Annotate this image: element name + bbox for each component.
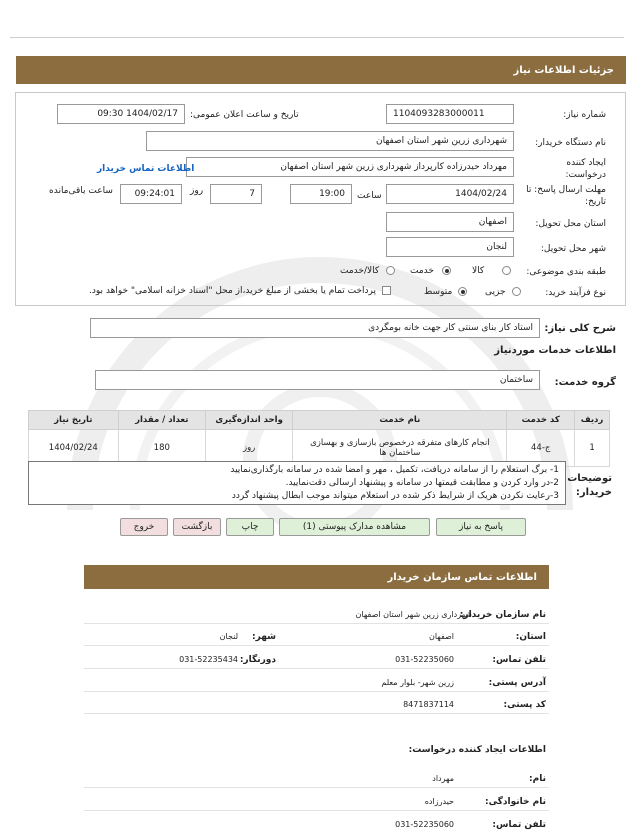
creator-phone-value: 031-52235060: [395, 820, 454, 829]
buyer-org-field: شهرداری زرین شهر استان اصفهان: [146, 131, 514, 151]
process-label: نوع فرآیند خرید:: [545, 288, 606, 298]
notes-label: توضیحات خریدار:: [567, 473, 612, 498]
services-title: اطلاعات خدمات موردنیاز: [494, 345, 616, 356]
creator-last-name-label: نام خانوادگی:: [484, 797, 546, 807]
contact-postal-label: کد پستی:: [503, 700, 546, 710]
contact-divider-2: [84, 645, 549, 646]
payment-note: پرداخت تمام یا بخشی از مبلغ خرید،از محل "اسناد خزانه اسلامی" خواهد بود.: [88, 286, 376, 296]
summary-label: شرح کلی نیاز:: [544, 323, 616, 334]
col-row-number: ردیف: [575, 411, 610, 430]
deadline-label: مهلت ارسال پاسخ: تا تاریخ:: [526, 185, 606, 207]
creator-label: ایجاد کننده درخواست:: [565, 158, 606, 180]
contact-address-label: آدرس پستی:: [488, 678, 546, 688]
col-service-code: کد خدمت: [507, 411, 575, 430]
province-label: استان محل تحویل:: [535, 219, 606, 229]
buyer-contact-link[interactable]: اطلاعات تماس خریدار: [97, 164, 195, 174]
contact-divider-4: [84, 691, 549, 692]
need-number-field: 1104093283000011: [386, 104, 514, 124]
need-number-label: شماره نیاز:: [563, 110, 606, 120]
category-both-label: کالا/خدمت: [340, 266, 380, 276]
category-service-label: خدمت: [410, 266, 434, 276]
contact-province-value: اصفهان: [428, 632, 454, 641]
service-group-label: گروه خدمت:: [554, 377, 616, 388]
creator-section-title: اطلاعات ایجاد کننده درخواست:: [408, 745, 546, 755]
creator-last-name-value: حیدرزاده: [424, 797, 454, 806]
cell-need-date: 1404/02/24: [29, 430, 119, 467]
notes-box: [28, 461, 566, 505]
process-medium-label: متوسط: [424, 287, 453, 297]
page-header: [16, 56, 626, 84]
contact-divider-5: [84, 713, 549, 714]
cell-quantity: 180: [118, 430, 205, 467]
print-button[interactable]: چاپ: [226, 518, 274, 536]
days-field: 7: [210, 184, 262, 204]
contact-fax-value: 031-52235434: [179, 655, 238, 664]
category-radio-goods[interactable]: [502, 266, 511, 275]
process-minor-label: جزیی: [485, 287, 506, 297]
time-label: ساعت: [357, 191, 382, 201]
process-radio-minor[interactable]: [512, 287, 521, 296]
col-quantity: تعداد / مقدار: [118, 411, 205, 430]
page-header-title: جزئیات اطلاعات نیاز: [513, 65, 614, 76]
col-unit: واحد اندازه‌گیری: [205, 411, 292, 430]
back-button[interactable]: بازگشت: [173, 518, 221, 536]
contact-title: اطلاعات تماس سازمان خریدار: [387, 572, 537, 583]
announce-label: تاریخ و ساعت اعلان عمومی:: [190, 110, 299, 120]
contact-header: [84, 565, 549, 589]
category-label: طبقه بندی موضوعی:: [526, 267, 606, 277]
attachments-button[interactable]: مشاهده مدارک پیوستی (1): [279, 518, 430, 536]
category-goods-label: کالا: [472, 266, 485, 276]
remaining-label: ساعت باقی‌مانده: [49, 186, 113, 196]
contact-city-value: لنجان: [219, 632, 238, 641]
top-divider: [10, 37, 624, 38]
notes-line-3: 3-رعایت نکردن هریک از شرایط ذکر شده در استعلام میتواند موجب ابطال پیشنهاد گردد: [231, 491, 559, 501]
service-group-field: ساختمان: [95, 370, 540, 390]
announce-field: 1404/02/17 09:30: [57, 104, 185, 124]
summary-field: استاد کار بنای سنتی کار جهت خانه بومگردی: [90, 318, 540, 338]
deadline-time-field: 19:00: [290, 184, 352, 204]
category-radio-both[interactable]: [386, 266, 395, 275]
cell-row-number: 1: [575, 430, 610, 467]
contact-org-value: شهرداری زرین شهر استان اصفهان: [355, 610, 472, 619]
province-field: اصفهان: [386, 212, 514, 232]
contact-phone-label: تلفن تماس:: [492, 655, 546, 665]
deadline-date-field: 1404/02/24: [386, 184, 514, 204]
contact-divider-3: [84, 668, 549, 669]
contact-province-label: استان:: [515, 632, 546, 642]
col-need-date: تاریخ نیاز: [29, 411, 119, 430]
contact-address-value: زرین شهر- بلوار معلم: [381, 678, 454, 687]
days-label: روز: [190, 186, 204, 196]
remaining-time-field: 09:24:01: [120, 184, 182, 204]
cell-service-name: انجام کارهای متفرقه درخصوص بازسازی و بهسازی ساختمان ها: [293, 430, 507, 467]
cell-unit: روز: [205, 430, 292, 467]
creator-divider-1: [84, 787, 549, 788]
contact-city-label: شهر:: [252, 632, 276, 642]
cell-service-code: ج-44: [507, 430, 575, 467]
col-service-name: نام خدمت: [293, 411, 507, 430]
items-table: [28, 410, 610, 467]
contact-org-label: نام سازمان خریدار:: [459, 610, 546, 620]
buyer-org-label: نام دستگاه خریدار:: [535, 138, 606, 148]
city-field: لنجان: [386, 237, 514, 257]
exit-button[interactable]: خروج: [120, 518, 168, 536]
creator-first-name-label: نام:: [529, 774, 546, 784]
creator-field: مهرداد حیدرزاده کارپرداز شهرداری زرین شهر استان اصفهان: [186, 157, 514, 177]
notes-line-1: 1- برگ استعلام را از سامانه دریافت، تکمیل ، مهر و امضا شده در سامانه بارگذاری‌نمایید: [230, 465, 559, 475]
contact-postal-value: 8471837114: [403, 700, 454, 709]
city-label: شهر محل تحویل:: [540, 244, 606, 254]
reply-button[interactable]: پاسخ به نیاز: [436, 518, 526, 536]
creator-first-name-value: مهرداد: [432, 774, 454, 783]
contact-phone-value: 031-52235060: [395, 655, 454, 664]
notes-line-2: 2-در وارد کردن و مطابقت قیمتها در سامانه و پیشنهاد ارسالی دقت‌نمایید.: [285, 478, 559, 488]
contact-divider-1: [84, 623, 549, 624]
creator-phone-label: تلفن تماس:: [492, 820, 546, 830]
category-radio-service[interactable]: [442, 266, 451, 275]
process-radio-medium[interactable]: [458, 287, 467, 296]
items-table-container: [28, 410, 610, 467]
items-table-header: [29, 411, 610, 430]
contact-fax-label: دورنگار:: [239, 655, 276, 665]
payment-checkbox[interactable]: [382, 286, 391, 295]
creator-divider-2: [84, 810, 549, 811]
